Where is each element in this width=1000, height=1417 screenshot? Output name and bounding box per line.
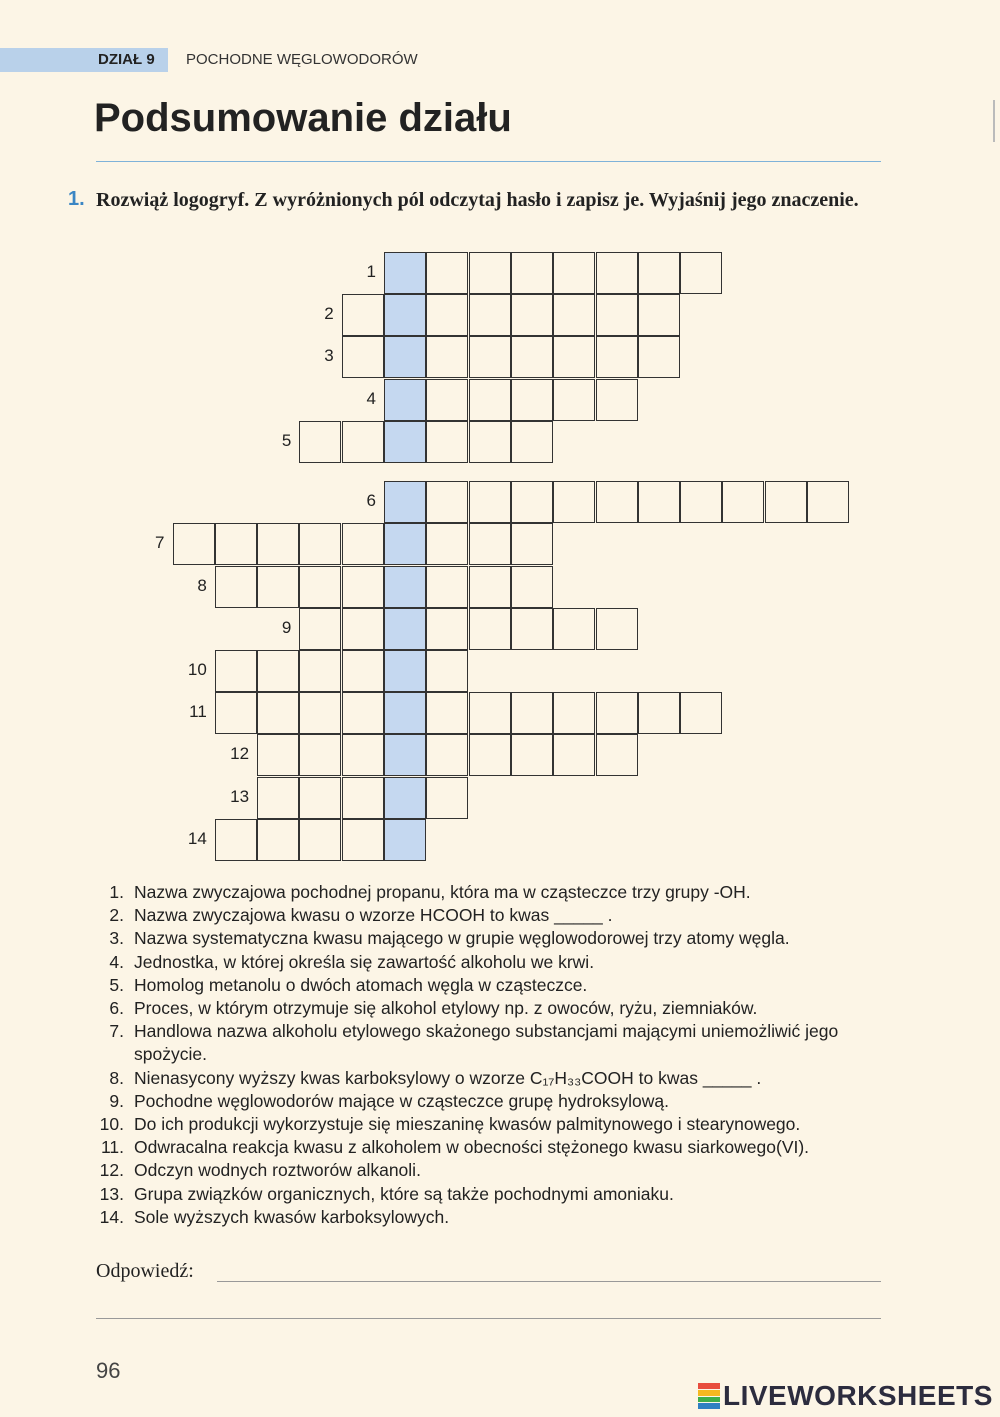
clue-item: [96, 1020, 896, 1066]
crossword-cell[interactable]: [426, 379, 468, 421]
crossword-cell[interactable]: [680, 481, 722, 523]
row-number: 1: [366, 262, 376, 281]
highlighted-cell[interactable]: [384, 252, 426, 294]
crossword-cell[interactable]: [342, 692, 384, 734]
row-number: 3: [324, 346, 334, 365]
highlighted-cell[interactable]: [384, 819, 426, 861]
row-number: 13: [230, 787, 250, 806]
crossword-cell[interactable]: [257, 650, 299, 692]
clue-item: [96, 1113, 896, 1136]
crossword-cell[interactable]: [553, 481, 595, 523]
clue-number: 14.: [99, 1206, 124, 1227]
crossword-cell[interactable]: [553, 734, 595, 776]
clue-text: Handlowa nazwa alkoholu etylowego skażonego substancjami mającymi uniemożliwić jego spożycie.: [134, 1021, 839, 1065]
crossword-cell[interactable]: [426, 608, 468, 650]
crossword-cell[interactable]: [299, 734, 341, 776]
crossword-cell[interactable]: [215, 692, 257, 734]
clue-number: 11.: [100, 1137, 124, 1158]
clue-item: [96, 997, 896, 1020]
crossword-cell[interactable]: [342, 336, 384, 378]
crossword-cell[interactable]: [511, 566, 553, 608]
clue-text: Nienasycony wyższy kwas karboksylowy o wzorze C₁₇H₃₃COOH to kwas _____ .: [134, 1067, 762, 1088]
crossword-cell[interactable]: [596, 481, 638, 523]
crossword-cell[interactable]: [299, 692, 341, 734]
crossword-cell[interactable]: [596, 608, 638, 650]
clue-item: [96, 1206, 896, 1229]
page-edge-mark: [993, 100, 995, 142]
row-number: 10: [187, 660, 207, 679]
clue-item: [96, 904, 896, 927]
crossword-cell[interactable]: [638, 252, 680, 294]
clue-item: [96, 974, 896, 997]
crossword-cell[interactable]: [342, 777, 384, 819]
row-number: 11: [189, 702, 207, 721]
crossword-cell[interactable]: [299, 819, 341, 861]
row-number: 4: [366, 389, 376, 408]
highlighted-cell[interactable]: [384, 566, 426, 608]
crossword-cell[interactable]: [426, 481, 468, 523]
clue-item: [96, 1067, 896, 1090]
clue-number: 6.: [109, 998, 124, 1019]
clue-number: 13.: [99, 1183, 124, 1204]
crossword-cell[interactable]: [257, 734, 299, 776]
crossword-cell[interactable]: [511, 294, 553, 336]
crossword-cell[interactable]: [215, 650, 257, 692]
crossword-cell[interactable]: [511, 379, 553, 421]
crossword-cell[interactable]: [469, 692, 511, 734]
task-instruction: Rozwiąż logogryf. Z wyróżnionych pól odczytaj hasło i zapisz je. Wyjaśnij jego znaczenie.: [96, 189, 859, 211]
title-divider: [96, 161, 881, 162]
clue-item: [96, 927, 896, 950]
clue-number: 2.: [109, 905, 124, 926]
crossword-cell[interactable]: [596, 252, 638, 294]
highlighted-cell[interactable]: [384, 608, 426, 650]
crossword-cell[interactable]: [426, 252, 468, 294]
crossword-cell[interactable]: [553, 336, 595, 378]
liveworksheets-logo-icon: [698, 1383, 720, 1409]
crossword-cell[interactable]: [680, 252, 722, 294]
crossword-cell[interactable]: [596, 294, 638, 336]
answer-label: Odpowiedź:: [96, 1260, 194, 1282]
crossword-cell[interactable]: [342, 819, 384, 861]
crossword-cell[interactable]: [299, 777, 341, 819]
crossword-cell[interactable]: [511, 336, 553, 378]
crossword-cell[interactable]: [426, 777, 468, 819]
clue-number: 12.: [99, 1160, 124, 1181]
answer-line[interactable]: [96, 1318, 881, 1319]
crossword-cell[interactable]: [469, 379, 511, 421]
row-number: 14: [187, 829, 207, 848]
crossword-cell[interactable]: [299, 566, 341, 608]
crossword-cell[interactable]: [426, 421, 468, 463]
clue-list: [96, 881, 896, 1229]
crossword-cell[interactable]: [426, 650, 468, 692]
crossword-cell[interactable]: [765, 481, 807, 523]
clue-text: Odczyn wodnych roztworów alkanoli.: [134, 1160, 421, 1181]
crossword-cell[interactable]: [722, 481, 764, 523]
logo-stripe: [698, 1383, 720, 1389]
crossword-cell[interactable]: [638, 336, 680, 378]
clue-text: Sole wyższych kwasów karboksylowych.: [134, 1206, 450, 1227]
crossword-cell[interactable]: [257, 819, 299, 861]
crossword-cell[interactable]: [342, 566, 384, 608]
crossword-cell[interactable]: [553, 692, 595, 734]
crossword-cell[interactable]: [511, 421, 553, 463]
clue-number: 9.: [109, 1090, 124, 1111]
clue-number: 7.: [109, 1021, 124, 1042]
clue-text: Do ich produkcji wykorzystuje się mieszaninę kwasów palmitynowego i stearynowego.: [134, 1114, 801, 1135]
highlighted-cell[interactable]: [384, 294, 426, 336]
highlighted-cell[interactable]: [384, 523, 426, 565]
crossword-cell[interactable]: [342, 650, 384, 692]
crossword-cell[interactable]: [215, 523, 257, 565]
crossword-cell[interactable]: [426, 523, 468, 565]
crossword-cell[interactable]: [596, 692, 638, 734]
task-number: 1.: [68, 188, 85, 210]
row-number: 9: [281, 618, 292, 637]
clue-number: 4.: [109, 951, 124, 972]
crossword-cell[interactable]: [469, 294, 511, 336]
crossword-cell[interactable]: [342, 608, 384, 650]
crossword-cell[interactable]: [638, 294, 680, 336]
clue-number: 5.: [109, 974, 124, 995]
clue-number: 10.: [99, 1114, 124, 1135]
crossword-cell[interactable]: [299, 421, 341, 463]
crossword-cell[interactable]: [511, 252, 553, 294]
clue-text: Grupa związków organicznych, które są także pochodnymi amoniaku.: [134, 1183, 674, 1204]
row-number: 5: [281, 431, 292, 450]
row-number: 2: [324, 304, 334, 323]
crossword-cell[interactable]: [553, 608, 595, 650]
crossword-cell[interactable]: [173, 523, 215, 565]
section-label: DZIAŁ 9: [98, 51, 155, 68]
section-topic: POCHODNE WĘGLOWODORÓW: [186, 51, 418, 68]
crossword-cell[interactable]: [342, 294, 384, 336]
crossword-cell[interactable]: [680, 692, 722, 734]
highlighted-cell[interactable]: [384, 692, 426, 734]
crossword-cell[interactable]: [469, 566, 511, 608]
clue-number: 8.: [109, 1067, 124, 1088]
crossword-cell[interactable]: [469, 421, 511, 463]
page-title: Podsumowanie działu: [94, 96, 512, 140]
crossword-cell[interactable]: [426, 692, 468, 734]
row-number: 12: [230, 744, 250, 763]
crossword-cell[interactable]: [257, 523, 299, 565]
crossword-cell[interactable]: [511, 481, 553, 523]
crossword-cell[interactable]: [596, 734, 638, 776]
clue-number: 1.: [109, 882, 124, 902]
logo-stripe: [698, 1397, 720, 1403]
highlighted-cell[interactable]: [384, 777, 426, 819]
clue-item: [96, 1159, 896, 1182]
crossword-cell[interactable]: [469, 734, 511, 776]
crossword-cell[interactable]: [469, 481, 511, 523]
highlighted-cell[interactable]: [384, 336, 426, 378]
row-number: 7: [155, 533, 165, 552]
crossword-cell[interactable]: [469, 252, 511, 294]
liveworksheets-logo: [698, 1381, 993, 1411]
row-number: 8: [197, 576, 207, 595]
clue-item: [96, 1183, 896, 1206]
crossword-cell[interactable]: [342, 523, 384, 565]
crossword-cell[interactable]: [299, 608, 341, 650]
crossword-cell[interactable]: [215, 819, 257, 861]
clue-item: [96, 1136, 896, 1159]
crossword-cell[interactable]: [426, 734, 468, 776]
crossword-cell[interactable]: [426, 336, 468, 378]
highlighted-cell[interactable]: [384, 734, 426, 776]
crossword-cell[interactable]: [596, 379, 638, 421]
clue-text: Nazwa zwyczajowa pochodnej propanu, która ma w cząsteczce trzy grupy -OH.: [134, 882, 751, 902]
crossword-cell[interactable]: [553, 252, 595, 294]
crossword-cell[interactable]: [596, 336, 638, 378]
crossword-cell[interactable]: [511, 608, 553, 650]
crossword-cell[interactable]: [215, 566, 257, 608]
crossword-cell[interactable]: [257, 777, 299, 819]
clue-text: Nazwa zwyczajowa kwasu o wzorze HCOOH to kwas _____ .: [134, 905, 613, 926]
crossword-cell[interactable]: [553, 294, 595, 336]
highlighted-cell[interactable]: [384, 421, 426, 463]
crossword-cell[interactable]: [469, 523, 511, 565]
logo-stripe: [698, 1390, 720, 1396]
crossword-cell[interactable]: [426, 294, 468, 336]
crossword-cell[interactable]: [638, 481, 680, 523]
highlighted-cell[interactable]: [384, 650, 426, 692]
crossword-cell[interactable]: [342, 734, 384, 776]
clue-text: Jednostka, w której określa się zawartość alkoholu we krwi.: [134, 951, 595, 972]
crossword-cell[interactable]: [469, 608, 511, 650]
crossword-cell[interactable]: [807, 481, 849, 523]
clue-text: Nazwa systematyczna kwasu mającego w grupie węglowodorowej trzy atomy węgla.: [134, 928, 790, 949]
clue-text: Pochodne węglowodorów mające w cząsteczce grupę hydroksylową.: [134, 1090, 669, 1111]
crossword-cell[interactable]: [511, 523, 553, 565]
page-number: 96: [96, 1358, 121, 1383]
clue-item: [96, 1090, 896, 1113]
crossword-cell[interactable]: [511, 692, 553, 734]
crossword-cell[interactable]: [342, 421, 384, 463]
clue-item: [96, 881, 896, 904]
highlighted-cell[interactable]: [384, 379, 426, 421]
clue-text: Homolog metanolu o dwóch atomach węgla w cząsteczce.: [134, 974, 588, 995]
crossword-cell[interactable]: [299, 523, 341, 565]
crossword-cell[interactable]: [511, 734, 553, 776]
logo-text: LIVEWORKSHEETS: [723, 1380, 993, 1411]
answer-line[interactable]: [217, 1281, 881, 1282]
crossword-cell[interactable]: [553, 379, 595, 421]
highlighted-cell[interactable]: [384, 481, 426, 523]
clue-item: [96, 951, 896, 974]
crossword-cell[interactable]: [299, 650, 341, 692]
crossword-cell[interactable]: [426, 566, 468, 608]
logo-stripe: [698, 1403, 720, 1409]
clue-text: Proces, w którym otrzymuje się alkohol etylowy np. z owoców, ryżu, ziemniaków.: [134, 998, 758, 1019]
crossword-cell[interactable]: [638, 692, 680, 734]
crossword-cell[interactable]: [257, 692, 299, 734]
crossword-cell[interactable]: [469, 336, 511, 378]
clue-number: 3.: [109, 928, 124, 949]
clue-text: Odwracalna reakcja kwasu z alkoholem w obecności stężonego kwasu siarkowego(VI).: [134, 1137, 810, 1158]
crossword-cell[interactable]: [257, 566, 299, 608]
row-number: 6: [366, 491, 376, 510]
